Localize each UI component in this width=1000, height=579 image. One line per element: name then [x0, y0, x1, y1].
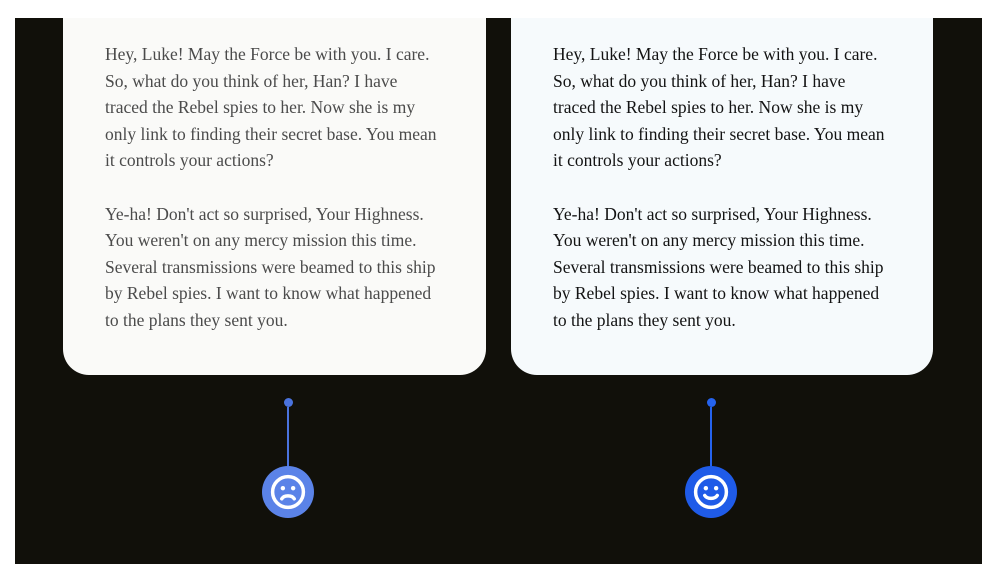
- paragraph: [105, 41, 452, 174]
- text-line: So, what do you think of her, Han? I have: [553, 70, 846, 91]
- text-line: Hey, Luke! May the Force be with you. I care.: [553, 44, 878, 64]
- text-line: by Rebel spies. I want to know what happened: [553, 283, 880, 304]
- text-line: Ye-ha! Don't act so surprised, Your Highness.: [105, 203, 424, 224]
- text-line: it controls your actions?: [553, 150, 722, 171]
- text-line: traced the Rebel spies to her. Now she is my: [553, 97, 864, 118]
- text-line: only link to finding their secret base. You mean: [105, 123, 437, 144]
- paragraph: [553, 41, 899, 174]
- text-line: Several transmissions were beamed to this ship: [105, 256, 436, 277]
- text-line: to the plans they sent you.: [553, 309, 736, 330]
- message-card-negative: [63, 18, 486, 375]
- sentiment-marker-positive: [685, 398, 737, 518]
- connector-line: [287, 407, 290, 466]
- text-line: Ye-ha! Don't act so surprised, Your Highness.: [553, 203, 872, 224]
- connector-line: [710, 407, 713, 466]
- sad-face-icon[interactable]: [262, 466, 314, 518]
- sentiment-marker-negative: [262, 398, 314, 518]
- text-line: only link to finding their secret base. You mean: [553, 123, 885, 144]
- message-card-positive: [511, 18, 933, 375]
- text-line: You weren't on any mercy mission this time.: [105, 230, 417, 251]
- text-line: You weren't on any mercy mission this time.: [553, 230, 865, 251]
- text-line: Hey, Luke! May the Force be with you. I care.: [105, 44, 430, 64]
- text-line: traced the Rebel spies to her. Now she is my: [105, 97, 416, 118]
- paragraph: [105, 201, 452, 334]
- paragraph: [553, 201, 899, 334]
- text-line: Several transmissions were beamed to this ship: [553, 256, 884, 277]
- happy-face-icon[interactable]: [685, 466, 737, 518]
- anchor-dot: [284, 398, 293, 407]
- card-text: [105, 41, 452, 334]
- text-line: by Rebel spies. I want to know what happened: [105, 283, 432, 304]
- text-line: to the plans they sent you.: [105, 309, 288, 330]
- text-line: So, what do you think of her, Han? I have: [105, 70, 398, 91]
- screenshot-panel: [15, 18, 982, 564]
- card-text: [553, 41, 899, 334]
- text-line: it controls your actions?: [105, 150, 274, 171]
- anchor-dot: [707, 398, 716, 407]
